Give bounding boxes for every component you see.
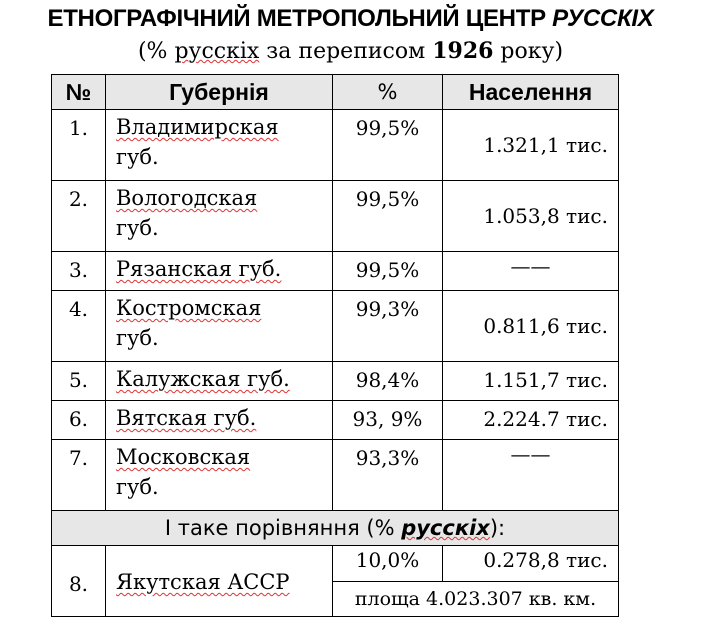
row-pct: 99,3% [333,291,443,362]
page-subtitle [0,36,701,67]
table-row [52,110,619,181]
row-population: —— [443,252,619,291]
gubernia-line2: губ. [116,326,159,350]
row-pct: 99,5% [333,110,443,181]
comparison-word: русскіх [401,516,490,540]
row-gubernia [106,401,333,440]
row-population: 0.278,8 тис. [443,546,619,582]
subtitle-open: (% [137,39,175,64]
row-pct: 93, 9% [333,401,443,440]
table-row [52,252,619,291]
row-num: 7. [52,440,106,511]
row-num: 8. [52,546,106,617]
row-num: 3. [52,252,106,291]
population-table [51,74,619,617]
row-gubernia [106,362,333,401]
row-pct: 10,0% [333,546,443,582]
row-pct: 98,4% [333,362,443,401]
row-population: —— [443,440,619,511]
gubernia-line2: губ. [116,145,159,169]
row-population: 1.151,7 тис. [443,362,619,401]
header-row [52,75,619,110]
subtitle-word: русскіх [174,39,260,64]
area-cell: площа 4.023.307 кв. км. [333,581,619,617]
table-row [52,181,619,252]
table-row [52,291,619,362]
table-row-yakutsk [52,546,619,582]
row-pct: 99,5% [333,181,443,252]
row-population: 2.224.7 тис. [443,401,619,440]
comparison-pre: І таке порівняння (% [164,516,402,540]
row-population: 1.053,8 тис. [443,181,619,252]
row-num: 4. [52,291,106,362]
comparison-label [52,511,619,546]
gubernia-line1: Рязанская губ. [116,257,282,281]
table-row [52,440,619,511]
row-num: 1. [52,110,106,181]
row-num: 5. [52,362,106,401]
row-pct: 99,5% [333,252,443,291]
subtitle-year: 1926 [432,38,494,64]
gubernia-line1: Калужская губ. [116,367,290,391]
header-gubernia: Губернія [106,75,333,110]
row-gubernia [106,181,333,252]
gubernia-line1: Вологодская [116,186,258,210]
row-gubernia [106,546,333,617]
gubernia-line1: Костромская [116,296,262,320]
page-title [0,4,701,34]
table-row [52,362,619,401]
row-population: 1.321,1 тис. [443,110,619,181]
gubernia-line2: губ. [116,216,159,240]
header-pct: % [333,75,443,110]
title-emph: РУССКІХ [552,5,654,32]
row-gubernia [106,110,333,181]
title-main: ЕТНОГРАФІЧНИЙ МЕТРОПОЛЬНИЙ ЦЕНТР [47,5,553,32]
subtitle-mid: за переписом [259,39,433,64]
row-population: 0.811,6 тис. [443,291,619,362]
gubernia-line1: Якутская АССР [116,570,290,594]
header-num: № [52,75,106,110]
gubernia-line1: Владимирская [116,115,279,139]
row-gubernia [106,252,333,291]
subtitle-close: року) [493,39,564,64]
comparison-row [52,511,619,546]
row-num: 2. [52,181,106,252]
gubernia-line1: Вятская губ. [116,406,257,430]
row-num: 6. [52,401,106,440]
row-gubernia [106,440,333,511]
row-gubernia [106,291,333,362]
gubernia-line2: губ. [116,475,159,499]
table-row [52,401,619,440]
gubernia-line1: Московская [116,445,251,469]
header-population: Населення [443,75,619,110]
row-pct: 93,3% [333,440,443,511]
comparison-post: ): [489,516,506,540]
